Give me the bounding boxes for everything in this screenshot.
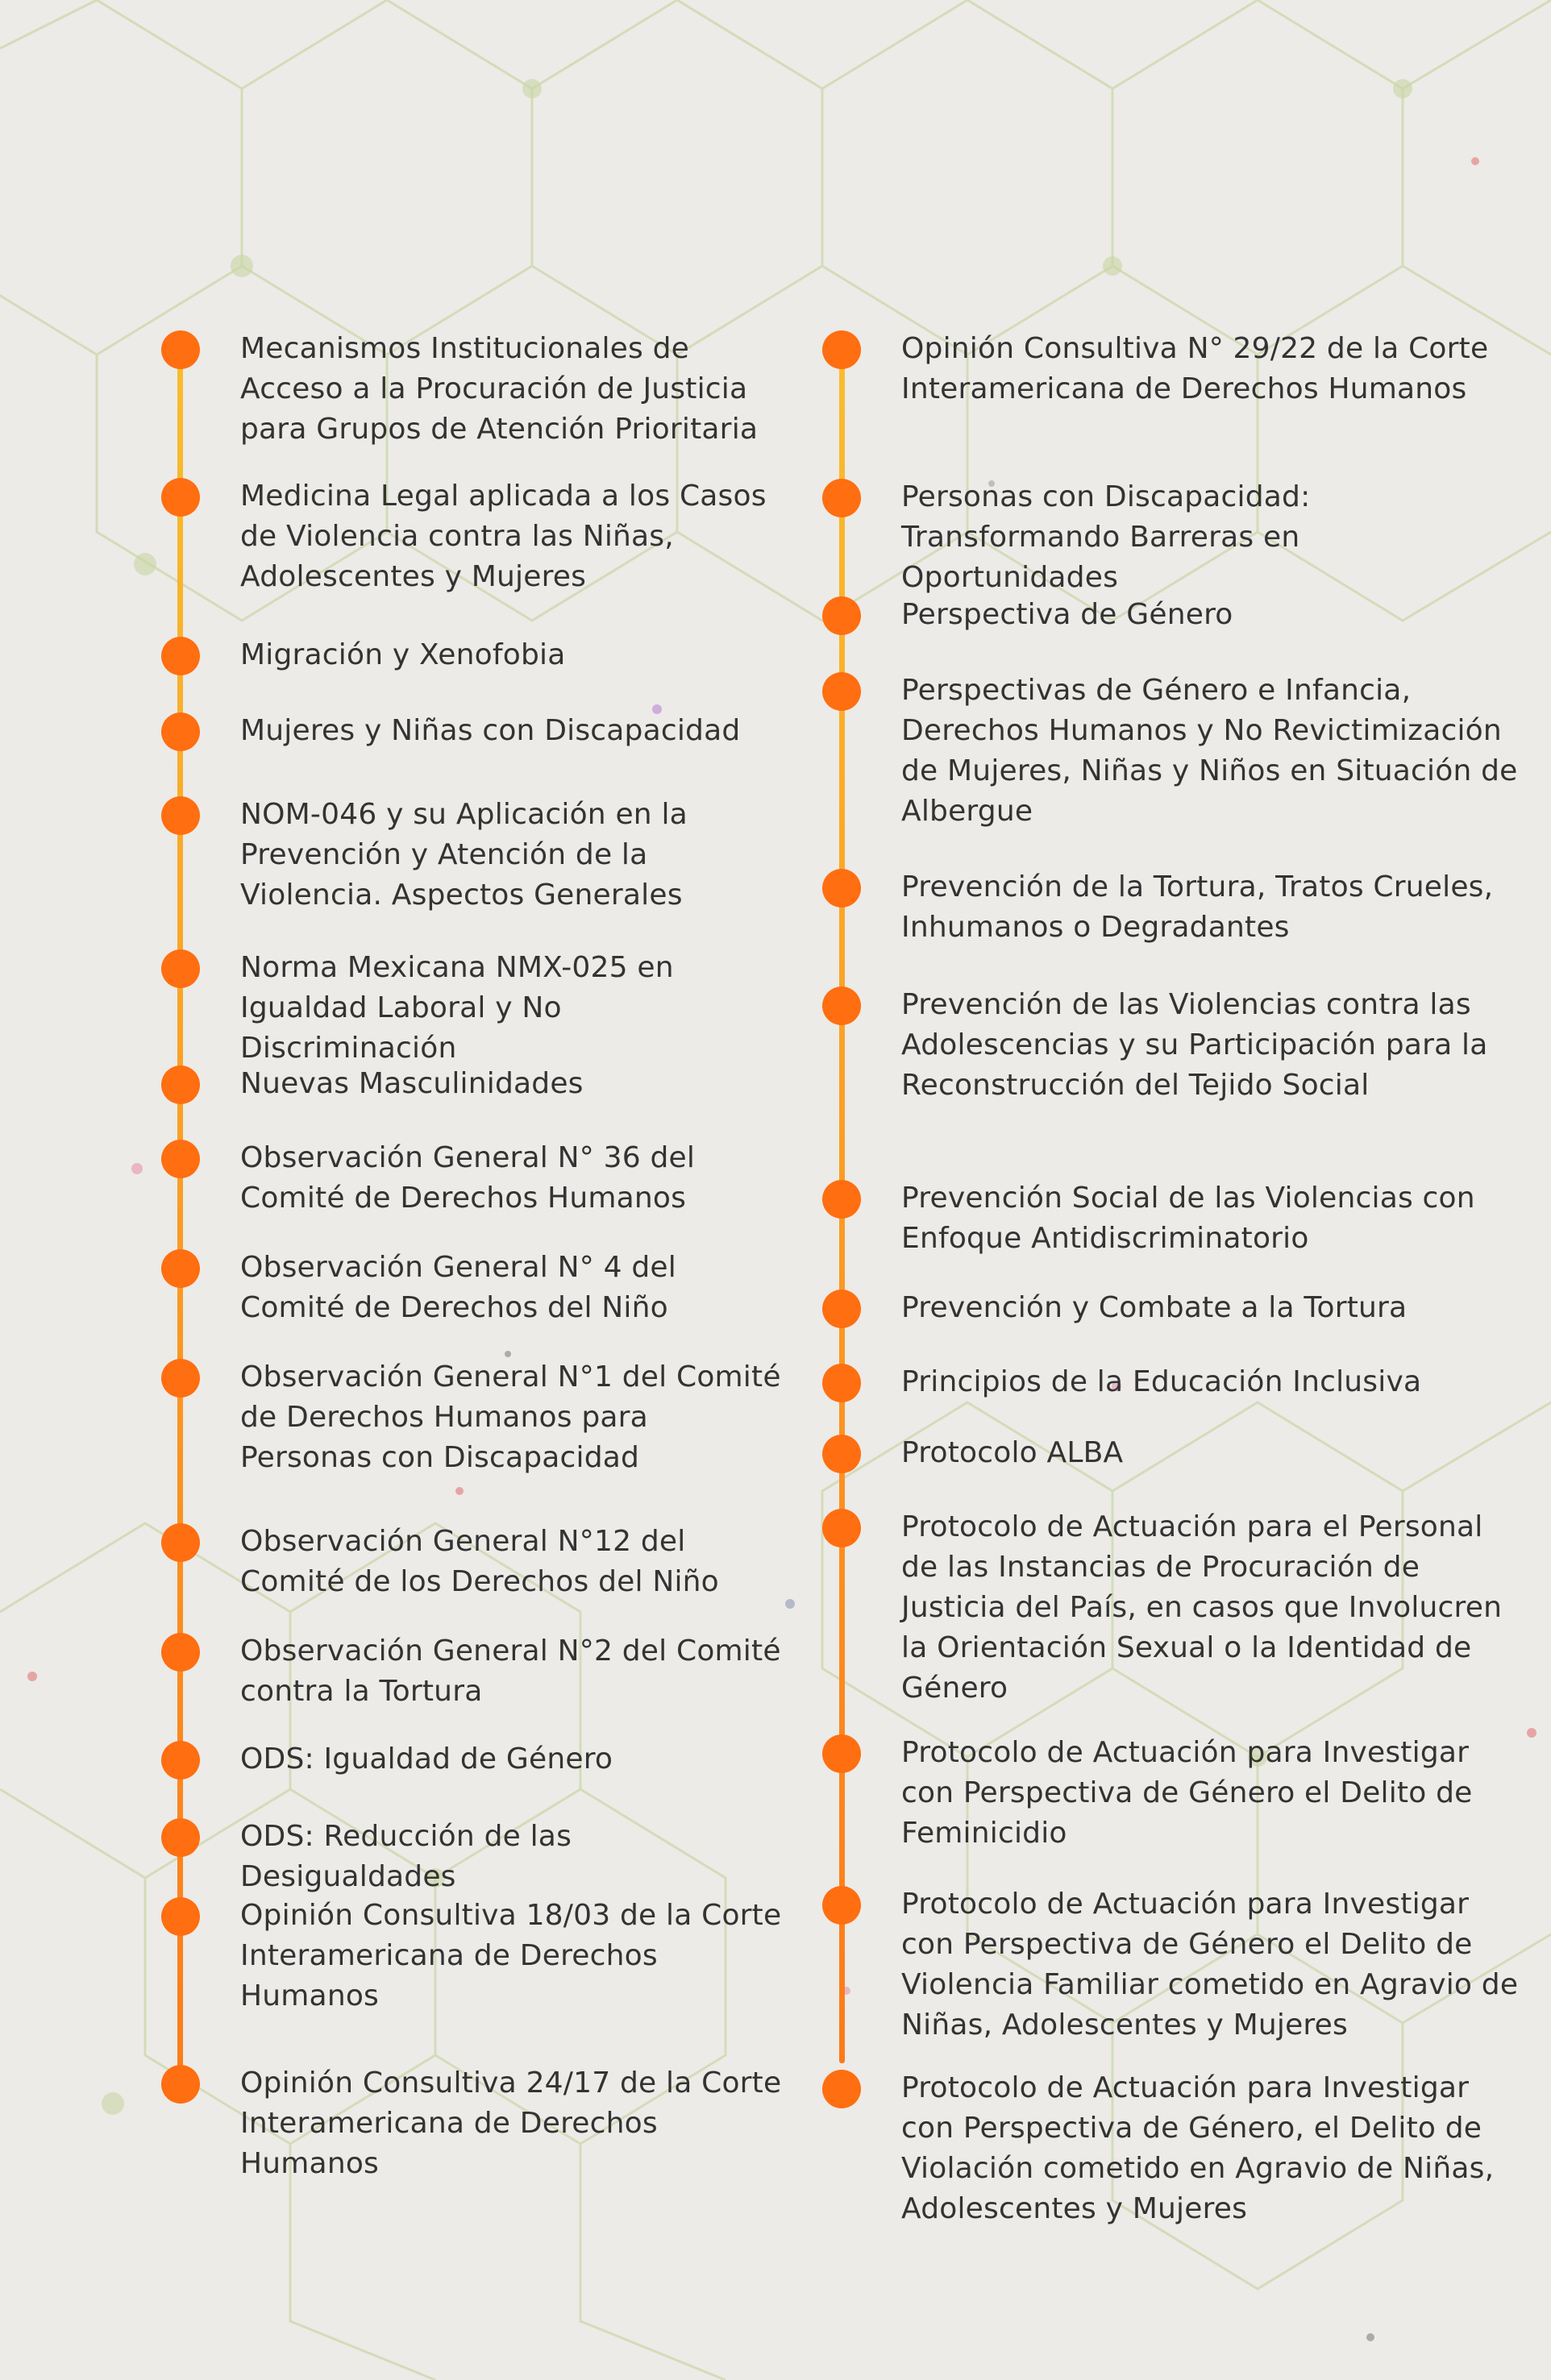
bullet-dot <box>822 330 861 369</box>
course-title: Norma Mexicana NMX-025 en Igualdad Laboral y No Discriminación <box>240 951 674 1065</box>
bullet-dot <box>161 949 200 988</box>
bullet-dot <box>161 1249 200 1288</box>
course-title: Protocolo de Actuación para Investigar con Perspectiva de Género el Delito de Feminicidio <box>901 1736 1473 1850</box>
course-title: Prevención de la Tortura, Tratos Crueles, Inhumanos o Degradantes <box>901 870 1494 944</box>
bullet-dot <box>822 1886 861 1925</box>
course-title: Protocolo ALBA <box>901 1436 1124 1469</box>
course-title: ODS: Igualdad de Género <box>240 1742 613 1776</box>
bullet-dot <box>161 1523 200 1562</box>
bullet-dot <box>822 986 861 1025</box>
course-title: Nuevas Masculinidades <box>240 1067 584 1100</box>
bullet-dot <box>161 1897 200 1936</box>
course-title: Observación General N°1 del Comité de Derechos Humanos para Personas con Discapacidad <box>240 1360 781 1474</box>
course-title: Opinión Consultiva 24/17 de la Corte Interamericana de Derechos Humanos <box>240 2066 782 2180</box>
bullet-dot <box>161 637 200 675</box>
bullet-dot <box>822 1509 861 1547</box>
course-title: Observación General N° 36 del Comité de Derechos Humanos <box>240 1141 696 1215</box>
bullet-dot <box>822 869 861 908</box>
bullet-dot <box>161 796 200 835</box>
bullet-dot <box>822 2070 861 2108</box>
bullet-dot <box>822 672 861 711</box>
timeline-left <box>153 306 782 2241</box>
bullet-dot <box>161 330 200 369</box>
course-title: Medicina Legal aplicada a los Casos de Violencia contra las Niñas, Adolescentes y Mujeres <box>240 480 767 593</box>
course-title: Prevención de las Violencias contra las Adolescencias y su Participación para la Reconstrucción del Tejido Social <box>901 988 1488 1102</box>
bullet-dot <box>822 1435 861 1473</box>
bullet-dot <box>822 1290 861 1328</box>
course-title: Protocolo de Actuación para el Personal de las Instancias de Procuración de Justicia del País, en casos que Involucren la Orientación Sexual o la Identidad de Género <box>901 1510 1503 1705</box>
course-title: Opinión Consultiva 18/03 de la Corte Interamericana de Derechos Humanos <box>240 1899 782 2012</box>
bullet-dot <box>161 1633 200 1672</box>
course-title: Principios de la Educación Inclusiva <box>901 1365 1422 1398</box>
course-title: Observación General N°12 del Comité de los Derechos del Niño <box>240 1525 719 1598</box>
bullet-dot <box>161 1140 200 1178</box>
course-title: Observación General N° 4 del Comité de Derechos del Niño <box>240 1251 676 1324</box>
course-title: Perspectiva de Género <box>901 598 1233 631</box>
course-title: Perspectivas de Género e Infancia, Derechos Humanos y No Revictimización de Mujeres, Niñas y Niños en Situación de Albergue <box>901 674 1518 828</box>
bullet-dot <box>161 1065 200 1104</box>
course-title: Mujeres y Niñas con Discapacidad <box>240 714 741 747</box>
course-title: Protocolo de Actuación para Investigar con Perspectiva de Género, el Delito de Violación cometido en Agravio de Niñas, Adolescentes y Mujeres <box>901 2071 1495 2225</box>
bullet-dot <box>161 2065 200 2104</box>
bullet-dot <box>822 1180 861 1219</box>
course-title: NOM-046 y su Aplicación en la Prevención y Atención de la Violencia. Aspectos Generales <box>240 798 688 912</box>
course-title: Mecanismos Institucionales de Acceso a la Procuración de Justicia para Grupos de Atención Prioritaria <box>240 332 759 446</box>
bullet-dot <box>161 1818 200 1857</box>
bullet-dot <box>822 1734 861 1773</box>
bullet-dot <box>161 1359 200 1398</box>
bullet-dot <box>161 1741 200 1780</box>
bullet-dot <box>161 712 200 751</box>
bullet-dot <box>822 1364 861 1402</box>
bullet-dot <box>822 479 861 517</box>
course-title: Opinión Consultiva N° 29/22 de la Corte Interamericana de Derechos Humanos <box>901 332 1489 405</box>
course-title: Migración y Xenofobia <box>240 638 566 671</box>
course-title: ODS: Reducción de las Desigualdades <box>240 1820 572 1893</box>
bullet-dot <box>822 596 861 635</box>
course-title: Protocolo de Actuación para Investigar con Perspectiva de Género el Delito de Violencia Familiar cometido en Agravio de Niñas, Adolescentes y Mujeres <box>901 1888 1519 2041</box>
course-title: Prevención Social de las Violencias con Enfoque Antidiscriminatorio <box>901 1182 1475 1255</box>
course-title: Observación General N°2 del Comité contra la Tortura <box>240 1634 781 1708</box>
timeline-right <box>814 306 1524 2241</box>
bullet-dot <box>161 478 200 517</box>
course-title: Personas con Discapacidad: Transformando Barreras en Oportunidades <box>901 480 1311 594</box>
course-title: Prevención y Combate a la Tortura <box>901 1291 1408 1324</box>
